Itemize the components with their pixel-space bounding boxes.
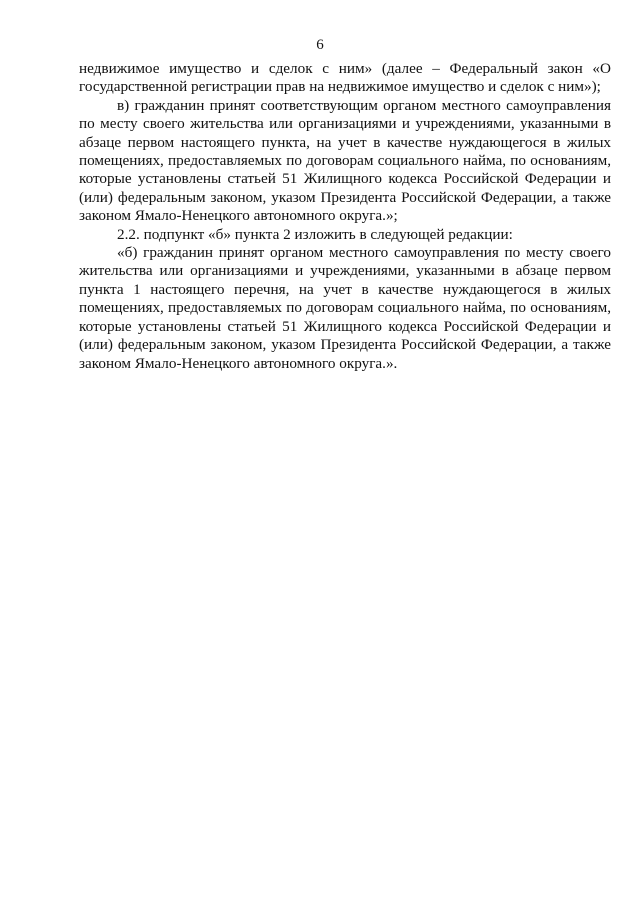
paragraph-amendment-2-2: 2.2. подпункт «б» пункта 2 изложить в следующей редакции: bbox=[117, 225, 513, 243]
page-number: 6 bbox=[316, 37, 324, 53]
paragraph-item-v: в) гражданин принят соответствующим органом местного самоуправления по месту своего жительства или организациями и учреждениями, указанными в абзаце первом настоящего пункта, на учет в качестве нуждающегося в жилых помещениях, предоставляемых по договорам социального найма, по основаниям, которые установлены статьей 51 Жилищного кодекса Российской Федерации и (или) федеральным законом, указом Президента Российской Федерации, а также законом Ямало-Ненецкого автономного округа.»; bbox=[79, 96, 611, 225]
paragraph-continuation: недвижимое имущество и сделок с ним» (далее – Федеральный закон «О государственной регистрации прав на недвижимое имущество и сделок с ним»); bbox=[79, 60, 611, 96]
document-body bbox=[79, 60, 611, 373]
paragraph-item-b: «б) гражданин принят органом местного самоуправления по месту своего жительства или организациями и учреждениями, указанными в абзаце первом пункта 1 настоящего перечня, на учет в качестве нуждающегося в жилых помещениях, предоставляемых по договорам социального найма, по основаниям, которые установлены статьей 51 Жилищного кодекса Российской Федерации и (или) федеральным законом, указом Президента Российской Федерации, а также законом Ямало-Ненецкого автономного округа.». bbox=[79, 244, 611, 372]
